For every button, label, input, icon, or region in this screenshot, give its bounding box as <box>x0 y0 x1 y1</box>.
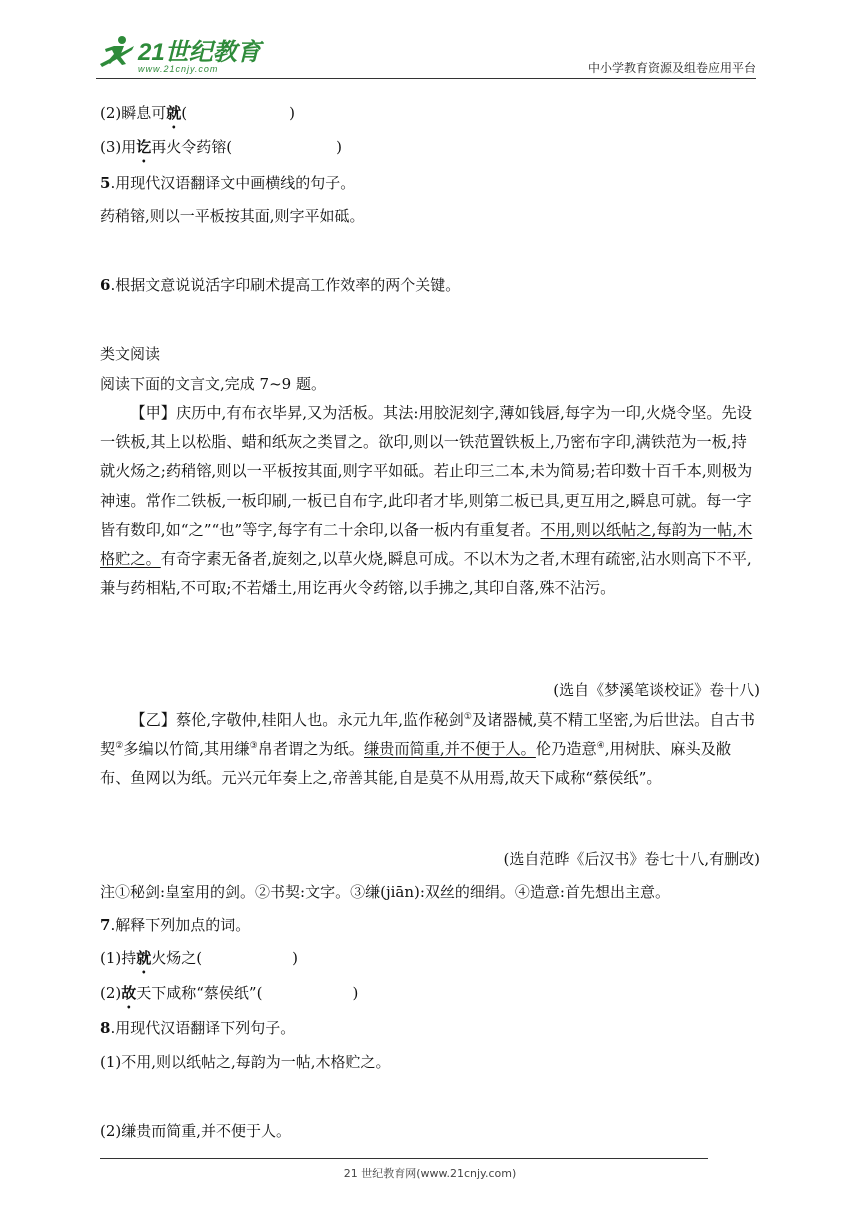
footer-divider <box>100 1158 708 1159</box>
section-instruction: 阅读下面的文言文,完成 7~9 题。 <box>100 375 326 393</box>
question-7 <box>100 915 250 935</box>
item-paren: ( <box>181 104 188 122</box>
question-number: 8 <box>100 1019 111 1037</box>
platform-name: 中小学教育资源及组卷应用平台 <box>587 61 756 75</box>
item-text: 再火令药镕( <box>151 138 233 156</box>
dotted-char: 就 <box>136 949 152 967</box>
dotted-char: 故 <box>121 984 137 1002</box>
item-paren: ) <box>292 949 298 967</box>
page-footer: 21 世纪教育网(www.21cnjy.com) <box>343 1167 517 1180</box>
question-8 <box>100 1018 295 1038</box>
site-logo <box>96 34 261 74</box>
question-text: .解释下列加点的词。 <box>110 916 251 934</box>
passage-yi-source: (选自范晔《后汉书》卷七十八,有删改) <box>503 850 760 868</box>
logo-url: www.21cnjy.com <box>138 64 219 74</box>
passage-text: 伦乃造意 <box>535 740 597 759</box>
item-paren: ) <box>336 138 342 156</box>
question-6 <box>100 275 460 295</box>
question-number: 5 <box>100 174 111 192</box>
passage-jia <box>100 399 760 603</box>
underlined-sentence: 不用,则以纸帖之,每韵为一帖,木格贮之。 <box>100 520 753 569</box>
question-8-sentence-2: (2)缣贵而简重,并不便于人。 <box>100 1122 292 1140</box>
passage-text: 有奇字素无备者,旋刻之,以草火烧,瞬息可成。不以木为之者,木理有疏密,沾水则高下不平,兼与药相粘,不可取;不若燔土,用讫再火令药镕,以手拂之,其印自落,殊不沾污。 <box>100 550 752 598</box>
underlined-sentence: 缣贵而简重,并不便于人。 <box>363 740 536 759</box>
question-text: .用现代汉语翻译文中画横线的句子。 <box>110 174 356 192</box>
item-paren: ) <box>289 104 295 122</box>
question-4-item-3 <box>100 137 342 166</box>
passage-jia-source: (选自《梦溪笔谈校证》卷十八) <box>553 681 760 699</box>
dotted-char: 讫 <box>136 138 152 156</box>
item-text: (2) <box>100 984 122 1002</box>
runner-logo-icon <box>96 34 136 74</box>
passage-text: 及诸器械,莫不精工坚密,为后世法。自古书契 <box>100 711 755 759</box>
logo-title: 21世纪教育 <box>138 39 261 66</box>
item-text: (2)瞬息可 <box>100 104 167 122</box>
footnote-mark: ② <box>115 741 124 752</box>
question-text: .根据文意说说活字印刷术提高工作效率的两个关键。 <box>110 276 461 294</box>
dotted-char: 就 <box>166 104 182 122</box>
footnote-mark: ① <box>463 711 472 722</box>
question-4-item-2 <box>100 103 295 132</box>
passage-text: 多编以竹简,其用缣 <box>123 740 250 759</box>
question-number: 6 <box>100 276 111 294</box>
item-text: (3)用 <box>100 138 137 156</box>
question-7-item-2 <box>100 983 358 1012</box>
passage-text: ,用树肤、麻头及敝布、鱼网以为纸。元兴元年奏上之,帝善其能,自是莫不从用焉,故天下咸称“蔡侯纸”。 <box>100 740 732 788</box>
footnote-mark: ③ <box>249 741 258 752</box>
question-5 <box>100 173 355 193</box>
page-header <box>96 30 756 79</box>
item-paren: ) <box>352 984 359 1002</box>
passage-yi <box>100 706 760 794</box>
section-title: 类文阅读 <box>100 345 161 363</box>
footnote-mark: ④ <box>596 741 605 752</box>
passage-text: 帛者谓之为纸。 <box>257 740 364 759</box>
item-text: (1)持 <box>100 949 137 967</box>
question-number: 7 <box>100 916 111 934</box>
question-5-sentence: 药稍镕,则以一平板按其面,则字平如砥。 <box>100 207 365 225</box>
question-7-item-1 <box>100 948 298 977</box>
passage-text: 【乙】蔡伦,字敬仲,桂阳人也。永元九年,监作秘剑 <box>130 711 464 729</box>
item-text: 火炀之( <box>151 949 203 967</box>
question-text: .用现代汉语翻译下列句子。 <box>110 1019 296 1037</box>
footnotes: 注①秘剑:皇室用的剑。②书契:文字。③缣(jiān):双丝的细绢。④造意:首先想出主意。 <box>100 883 670 901</box>
question-8-sentence-1: (1)不用,则以纸帖之,每韵为一帖,木格贮之。 <box>100 1053 391 1071</box>
item-text: 天下咸称“蔡侯纸”( <box>136 984 263 1002</box>
passage-text: 【甲】庆历中,有布衣毕昇,又为活板。其法:用胶泥刻字,薄如钱唇,每字为一印,火烧令坚。先设一铁板,其上以松脂、蜡和纸灰之类冒之。欲印,则以一铁范置铁板上,乃密布字印,满铁范为一板,持就火炀之;药稍镕,则以一平板按其面,则字平如砥。若止印三二本,未为简易;若印数十百千本,则极为神速。常作二铁板,一板印刷,一板已自布字,此印者才毕,则第二板已具,更互用之,瞬息可就。每一字皆有数印,如“之”“也”等字,每字有二十余印,以备一板内有重复者。 <box>100 404 753 539</box>
